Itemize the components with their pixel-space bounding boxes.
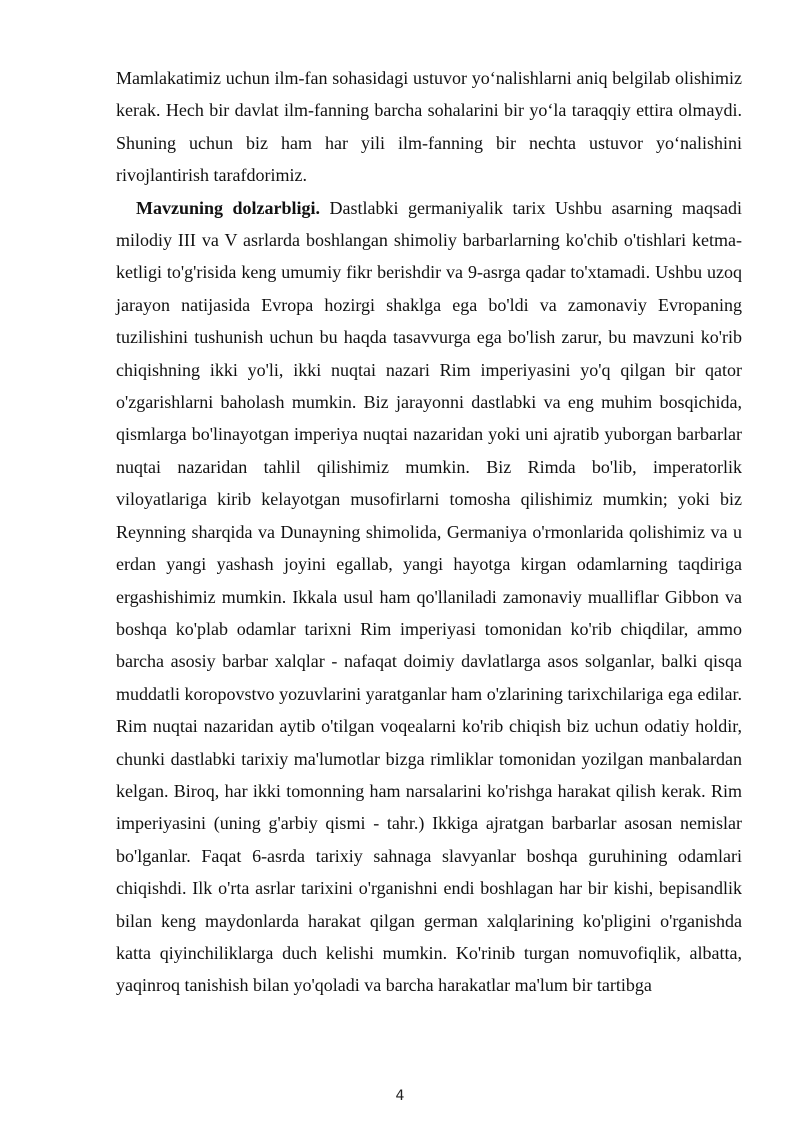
page-number: 4 bbox=[395, 1088, 405, 1104]
relevance-heading: Mavzuning dolzarbligi. bbox=[136, 197, 321, 218]
relevance-paragraph bbox=[116, 192, 742, 1002]
intro-paragraph bbox=[116, 62, 742, 192]
relevance-paragraph-text: Dastlabki germaniyalik tarix Ushbu asarning maqsadi milodiy III va V asrlarda boshlangan shimoliy barbarlarning ko'chib o'tishlari ketma-ketligi to'g'risida keng umumiy fikr berishdir va 9-asrga qadar to'xtamadi. Ushbu uzoq jarayon natijasida Evropa hozirgi shaklga ega bo'ldi va zamonaviy Evropaning tuzilishini tushunish uchun bu haqda tasavvurga ega bo'lish zarur, bu mavzuni ko'rib chiqishning ikki yo'li, ikki nuqtai nazari Rim imperiyasini yo'q qilgan bir qator o'zgarishlarni baholash mumkin. Biz jarayonni dastlabki va eng muhim bosqichida, qismlarga bo'linayotgan imperiya nuqtai nazaridan yoki uni ajratib yuborgan barbarlar nuqtai nazaridan tahlil qilishimiz mumkin. Biz Rimda bo'lib, imperatorlik viloyatlariga kirib kelayotgan musofirlarni tomosha qilishimiz mumkin; yoki biz Reynning sharqida va Dunayning shimolida, Germaniya o'rmonlarida qolishimiz va u erdan yangi yashash joyini egallab, yangi hayotga kirgan odamlarning taqdiriga ergashishimiz mumkin. Ikkala usul ham qo'llaniladi zamonaviy mualliflar Gibbon va boshqa ko'plab odamlar tarixni Rim imperiyasi tomonidan ko'rib chiqdilar, ammo barcha asosiy barbar xalqlar - nafaqat doimiy davlatlarga asos solganlar, balki qisqa muddatli koropovstvo yozuvlarini yaratganlar ham o'zlarining tarixchilariga ega edilar. Rim nuqtai nazaridan aytib o'tilgan voqealarni ko'rib chiqish biz uchun odatiy holdir, chunki dastlabki tarixiy ma'lumotlar bizga rimliklar tomonidan yozilgan manbalardan kelgan. Biroq, har ikki tomonning ham narsalarini ko'rishga harakat qilish kerak. Rim imperiyasini (uning g'arbiy qismi - tahr.) Ikkiga ajratgan barbarlar asosan nemislar bo'lganlar. Faqat 6-asrda tarixiy sahnaga slavyanlar boshqa guruhining odamlari chiqishdi. Ilk o'rta asrlar tarixini o'rganishni endi boshlagan har bir kishi, bepisandlik bilan keng maydonlarda harakat qilgan german xalqlarining ko'pligini o'rganishda katta qiyinchiliklarga duch kelishi mumkin. Ko'rinib turgan nomuvofiqlik, albatta, yaqinroq tanishish bilan yo'qoladi va barcha harakatlar ma'lum bir tartibga bbox=[116, 197, 743, 996]
document-page bbox=[116, 62, 742, 1002]
intro-paragraph-text: Mamlakatimiz uchun ilm-fan sohasidagi ustuvor yo‘nalishlarni aniq belgilab olishimiz kerak. Hech bir davlat ilm-fanning barcha sohalarini bir yo‘la taraqqiy ettira olmaydi. Shuning uchun biz ham har yili ilm-fanning bir nechta ustuvor yo‘nalishini rivojlantirish tarafdorimiz. bbox=[116, 68, 742, 186]
